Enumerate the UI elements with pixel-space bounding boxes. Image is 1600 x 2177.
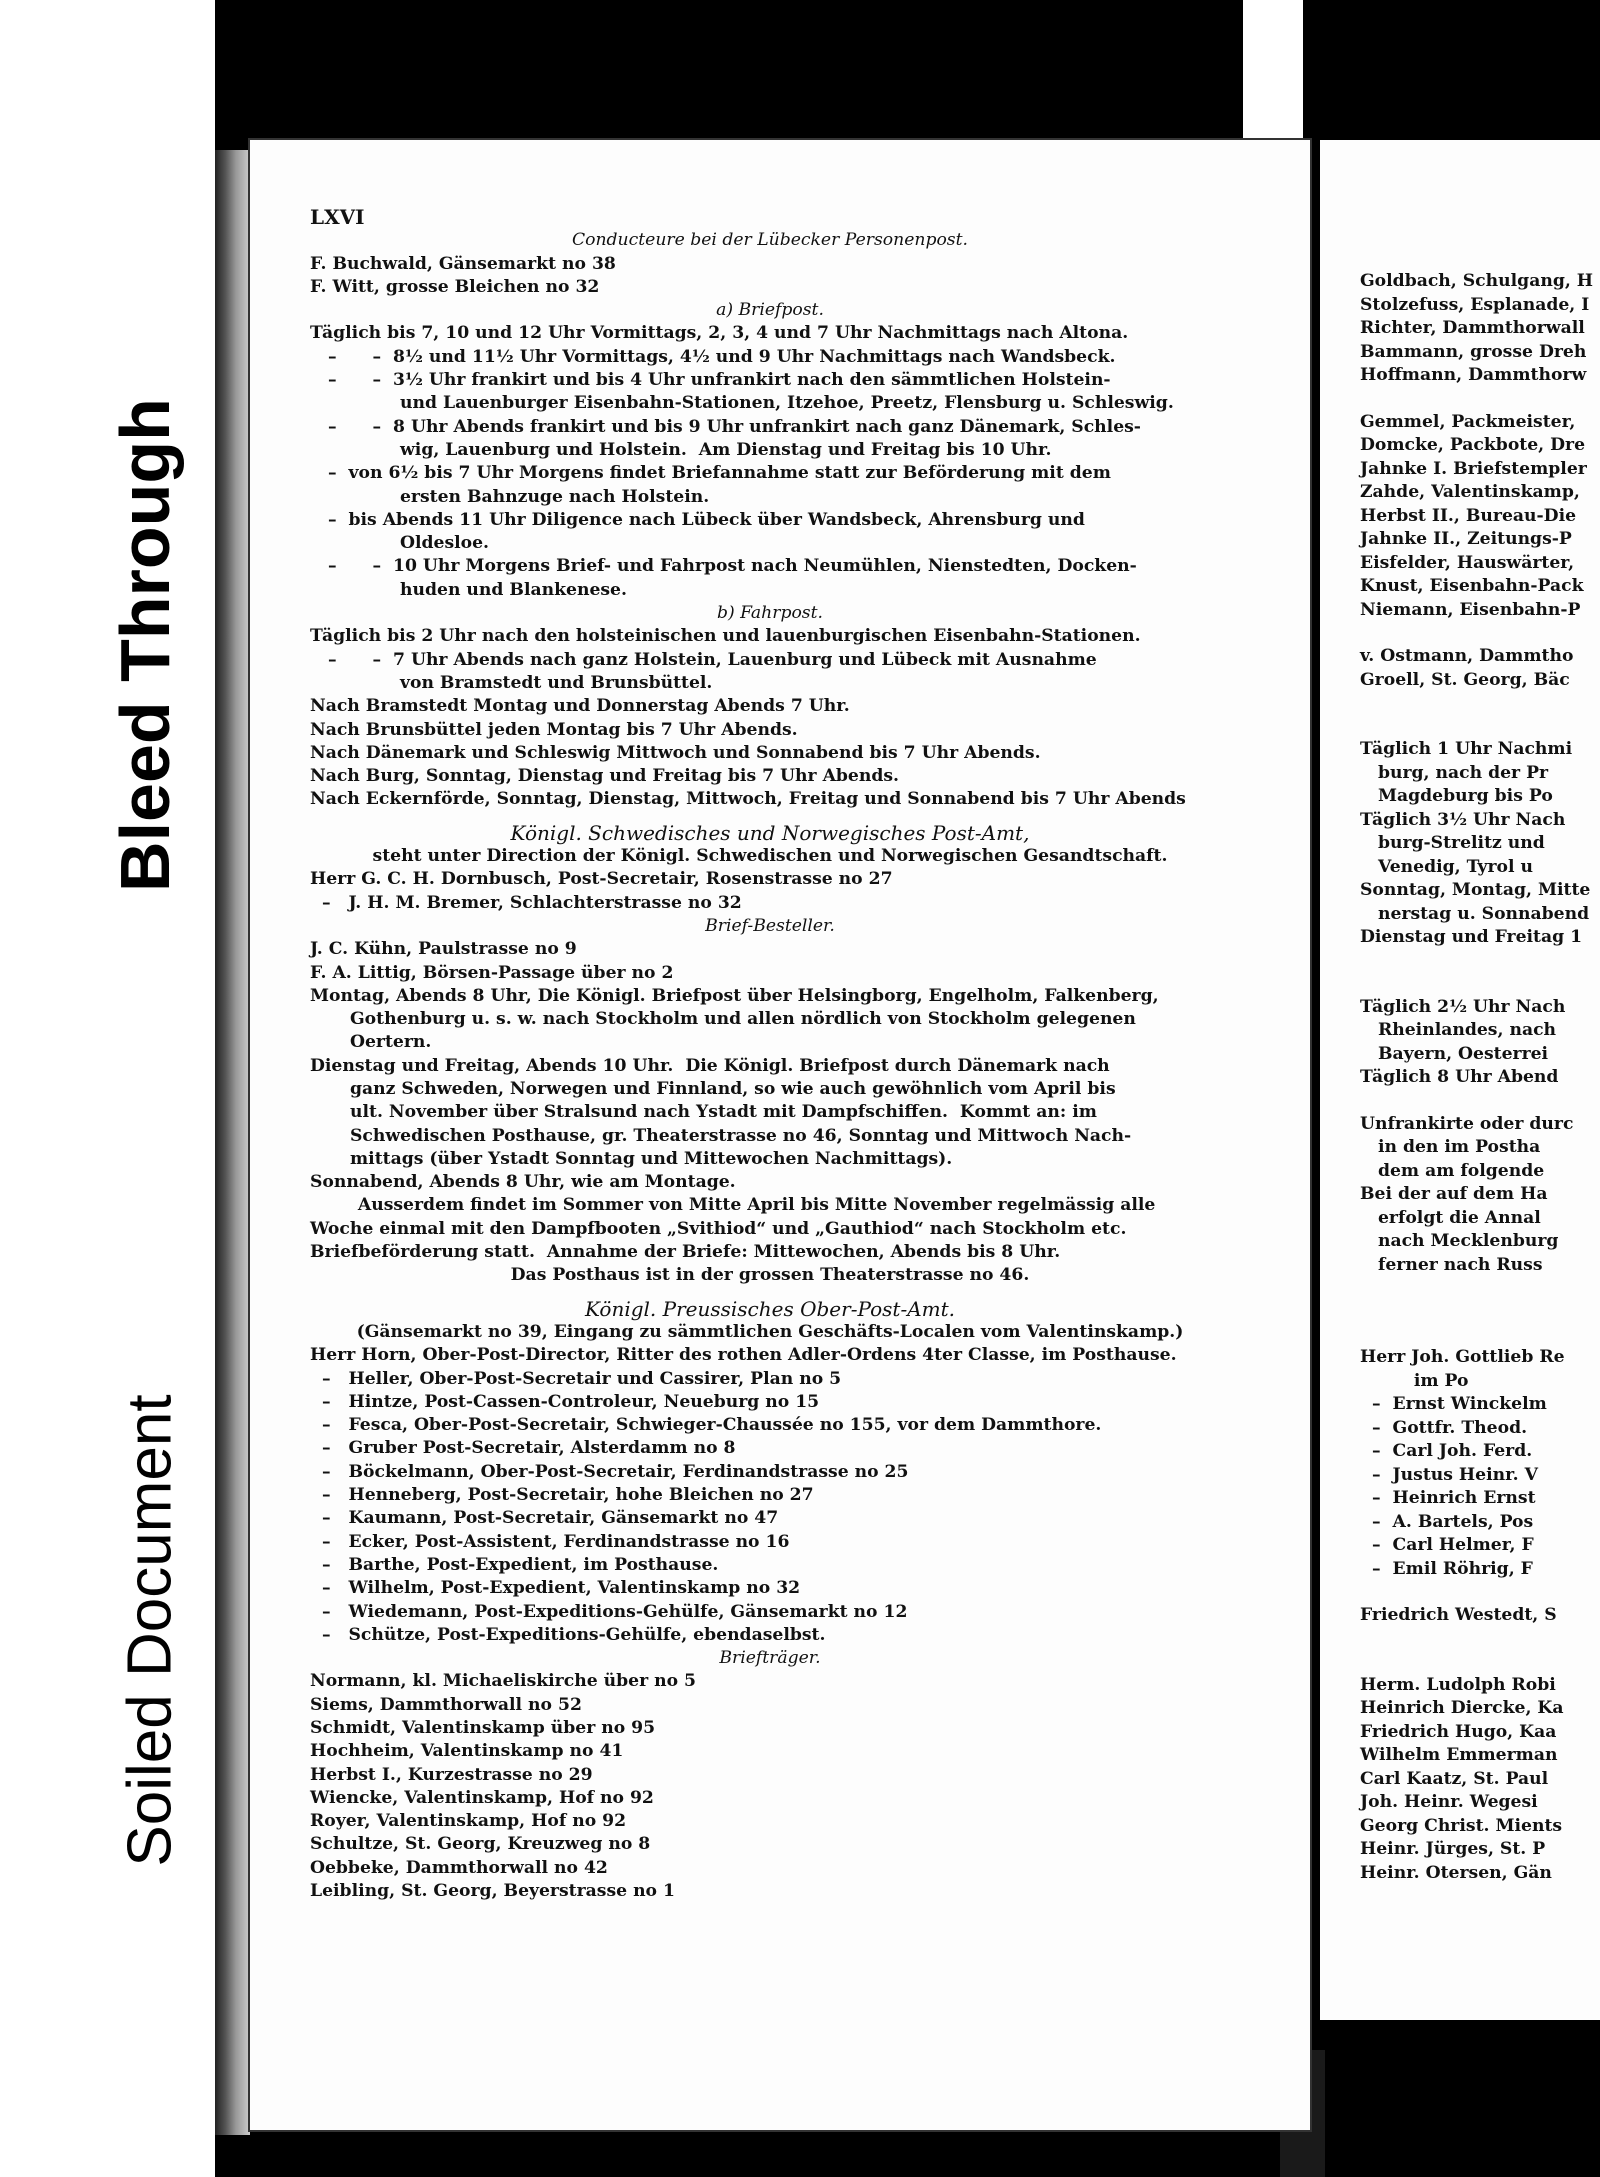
text-line: Hochheim, Valentinskamp no 41: [310, 1741, 624, 1762]
page-gap-top: [1243, 0, 1303, 150]
text-line: ferner nach Russ: [1360, 1254, 1543, 1275]
text-line: [1360, 692, 1600, 715]
text-line: [1360, 622, 1600, 645]
text-line: – Ernst Winckelm: [1360, 1394, 1547, 1414]
text-line: Gemmel, Packmeister,: [1360, 411, 1576, 432]
text-line: steht unter Direction der Königl. Schwedischen und Norwegischen Gesandtschaft.: [372, 846, 1168, 867]
text-line: Domcke, Packbote, Dre: [1360, 435, 1586, 455]
text-line: – Henneberg, Post-Secretair, hohe Bleichen no 27: [310, 1485, 814, 1506]
text-line: Eisfelder, Hauswärter,: [1360, 552, 1575, 573]
text-line: ersten Bahnzuge nach Holstein.: [400, 486, 710, 507]
text-line: Bammann, grosse Dreh: [1360, 341, 1587, 362]
text-line: Königl. Preussisches Ober-Post-Amt.: [585, 1296, 955, 1321]
text-line: Oertern.: [350, 1032, 432, 1053]
text-line: [1360, 388, 1600, 411]
text-line: Heinrich Diercke, Ka: [1360, 1698, 1564, 1718]
text-line: Groell, St. Georg, Bäc: [1360, 669, 1570, 690]
text-line: Sonnabend, Abends 8 Uhr, wie am Montage.: [310, 1172, 736, 1193]
text-line: Niemann, Eisenbahn-P: [1360, 599, 1581, 620]
text-line: Königl. Schwedisches und Norwegisches Post-Amt,: [510, 820, 1030, 845]
text-line: Täglich bis 2 Uhr nach den holsteinischen und lauenburgischen Eisenbahn-Stationen.: [310, 626, 1141, 647]
text-line: Nach Dänemark und Schleswig Mittwoch und Sonnabend bis 7 Uhr Abends.: [310, 742, 1041, 763]
text-line: – – 10 Uhr Morgens Brief- und Fahrpost nach Neumühlen, Nienstedten, Docken-: [310, 556, 1137, 577]
text-line: Oldesloe.: [400, 533, 490, 554]
text-line: Knust, Eisenbahn-Pack: [1360, 576, 1584, 596]
text-line: Normann, kl. Michaeliskirche über no 5: [310, 1671, 697, 1692]
text-line: im Po: [1360, 1370, 1469, 1391]
text-line: Herr Joh. Gottlieb Re: [1360, 1347, 1565, 1367]
text-line: Täglich 1 Uhr Nachmi: [1360, 739, 1573, 759]
text-line: Täglich 8 Uhr Abend: [1360, 1067, 1559, 1087]
text-line: Nach Burg, Sonntag, Dienstag und Freitag bis 7 Uhr Abends.: [310, 766, 900, 787]
text-line: erfolgt die Annal: [1360, 1207, 1541, 1228]
left-page: [250, 140, 1310, 2130]
text-line: – – 7 Uhr Abends nach ganz Holstein, Lauenburg und Lübeck mit Ausnahme: [310, 649, 1097, 670]
text-line: Jahnke II., Zeitungs-P: [1360, 529, 1572, 549]
text-line: Nach Brunsbüttel jeden Montag bis 7 Uhr Abends.: [310, 719, 798, 740]
text-line: – Fesca, Ober-Post-Secretair, Schwieger-Chaussée no 155, vor dem Dammthore.: [310, 1415, 1102, 1436]
text-line: F. Witt, grosse Bleichen no 32: [310, 276, 600, 297]
soiled-document-text: Soiled Document: [115, 1393, 185, 1867]
text-line: Brief-Besteller.: [705, 915, 835, 936]
text-line: Nach Eckernförde, Sonntag, Dienstag, Mittwoch, Freitag und Sonnabend bis 7 Uhr Abends: [310, 789, 1186, 810]
text-line: – Justus Heinr. V: [1360, 1464, 1538, 1485]
left-page-lines: [310, 229, 1230, 1903]
text-line: [1360, 1300, 1600, 1323]
text-line: in den im Postha: [1360, 1137, 1541, 1157]
text-line: b) Fahrpost.: [716, 603, 823, 624]
text-line: Täglich 2½ Uhr Nach: [1360, 996, 1566, 1017]
text-line: – Carl Joh. Ferd.: [1360, 1441, 1533, 1461]
text-line: J. C. Kühn, Paulstrasse no 9: [310, 939, 577, 960]
text-line: [1360, 1651, 1600, 1674]
text-line: Venedig, Tyrol u: [1360, 856, 1534, 877]
text-line: Rheinlandes, nach: [1360, 1020, 1557, 1040]
text-line: Leibling, St. Georg, Beyerstrasse no 1: [310, 1881, 675, 1902]
text-line: Heinr. Jürges, St. P: [1360, 1839, 1546, 1859]
bleed-through-label: [80, 345, 210, 945]
text-line: – Ecker, Post-Assistent, Ferdinandstrasse no 16: [310, 1531, 790, 1552]
text-line: – Kaumann, Post-Secretair, Gänsemarkt no 47: [310, 1508, 779, 1529]
text-line: – Hintze, Post-Cassen-Controleur, Neueburg no 15: [310, 1391, 820, 1412]
text-line: [1360, 950, 1600, 973]
text-line: – Gottfr. Theod.: [1360, 1417, 1528, 1438]
text-line: Conducteure bei der Lübecker Personenpost.: [571, 230, 968, 251]
text-line: – Wiedemann, Post-Expeditions-Gehülfe, Gänsemarkt no 12: [310, 1601, 908, 1622]
text-line: Briefträger.: [719, 1648, 821, 1669]
text-line: und Lauenburger Eisenbahn-Stationen, Itzehoe, Preetz, Flensburg u. Schleswig.: [400, 393, 1174, 414]
text-line: Dienstag und Freitag, Abends 10 Uhr. Die Königl. Briefpost durch Dänemark nach: [310, 1055, 1110, 1076]
text-line: – – 8½ und 11½ Uhr Vormittags, 4½ und 9 Uhr Nachmittags nach Wandsbeck.: [310, 346, 1116, 367]
text-line: ganz Schweden, Norwegen und Finnland, so wie auch gewöhnlich vom April bis: [350, 1078, 1116, 1099]
text-line: [1360, 1277, 1600, 1300]
book-spine: [215, 150, 250, 2135]
text-line: [1360, 1581, 1600, 1604]
text-line: Herr Horn, Ober-Post-Director, Ritter des rothen Adler-Ordens 4ter Classe, im Posthause.: [310, 1345, 1177, 1366]
text-line: Magdeburg bis Po: [1360, 786, 1553, 806]
right-page-lines: [1360, 270, 1600, 1885]
soiled-document-label: [100, 1325, 200, 1935]
text-line: – Heinrich Ernst: [1360, 1488, 1536, 1508]
text-line: – bis Abends 11 Uhr Diligence nach Lübeck über Wandsbeck, Ahrensburg und: [310, 509, 1085, 530]
text-line: – J. H. M. Bremer, Schlachterstrasse no 32: [310, 892, 742, 913]
binding-bar-top: [1205, 0, 1243, 150]
text-line: Herm. Ludolph Robi: [1360, 1674, 1556, 1695]
text-line: Dienstag und Freitag 1: [1360, 927, 1583, 947]
text-line: burg, nach der Pr: [1360, 762, 1549, 783]
text-line: burg-Strelitz und: [1360, 833, 1545, 853]
text-line: Carl Kaatz, St. Paul: [1360, 1768, 1549, 1789]
text-line: Herr G. C. H. Dornbusch, Post-Secretair, Rosenstrasse no 27: [310, 869, 893, 890]
text-line: wig, Lauenburg und Holstein. Am Dienstag und Freitag bis 10 Uhr.: [400, 439, 1052, 460]
text-line: Montag, Abends 8 Uhr, Die Königl. Briefpost über Helsingborg, Engelholm, Falkenberg,: [310, 985, 1159, 1006]
text-line: Siems, Dammthorwall no 52: [310, 1694, 582, 1715]
text-line: mittags (über Ystadt Sonntag und Mittewochen Nachmittags).: [350, 1148, 953, 1169]
text-line: Hoffmann, Dammthorw: [1360, 365, 1587, 385]
text-line: – Böckelmann, Ober-Post-Secretair, Ferdinandstrasse no 25: [310, 1461, 909, 1482]
text-line: Friedrich Hugo, Kaa: [1360, 1721, 1557, 1742]
text-line: [1360, 715, 1600, 738]
text-line: Nach Bramstedt Montag und Donnerstag Abends 7 Uhr.: [310, 696, 850, 717]
text-line: Jahnke I. Briefstempler: [1360, 458, 1587, 479]
text-line: F. A. Littig, Börsen-Passage über no 2: [310, 962, 674, 983]
text-line: – Schütze, Post-Expeditions-Gehülfe, ebendaselbst.: [310, 1624, 826, 1645]
text-line: – Wilhelm, Post-Expedient, Valentinskamp no 32: [310, 1578, 801, 1599]
text-line: dem am folgende: [1360, 1160, 1545, 1181]
text-line: – Barthe, Post-Expedient, im Posthause.: [310, 1554, 719, 1575]
text-line: Unfrankirte oder durc: [1360, 1113, 1574, 1134]
text-line: [1360, 1628, 1600, 1651]
text-line: Bei der auf dem Ha: [1360, 1184, 1548, 1204]
text-line: a) Briefpost.: [716, 300, 824, 321]
text-line: nach Mecklenburg: [1360, 1231, 1559, 1251]
text-line: Wiencke, Valentinskamp, Hof no 92: [310, 1787, 654, 1808]
text-line: F. Buchwald, Gänsemarkt no 38: [310, 253, 616, 274]
text-line: Stolzefuss, Esplanade, I: [1360, 294, 1590, 315]
bleed-through-text: Bleed Through: [106, 398, 184, 892]
text-line: – – 8 Uhr Abends frankirt und bis 9 Uhr unfrankirt nach ganz Dänemark, Schles-: [310, 416, 1141, 437]
text-line: Richter, Dammthorwall: [1360, 318, 1585, 338]
text-line: – Emil Röhrig, F: [1360, 1558, 1533, 1579]
text-line: Das Posthaus ist in der grossen Theaterstrasse no 46.: [510, 1265, 1030, 1286]
text-line: Royer, Valentinskamp, Hof no 92: [310, 1811, 627, 1832]
text-line: Bayern, Oesterrei: [1360, 1043, 1549, 1064]
text-line: – Heller, Ober-Post-Secretair und Cassirer, Plan no 5: [310, 1368, 842, 1389]
text-line: [1360, 1323, 1600, 1346]
text-line: (Gänsemarkt no 39, Eingang zu sämmtlichen Geschäfts-Localen vom Valentinskamp.): [356, 1321, 1184, 1342]
text-line: Wilhelm Emmerman: [1360, 1745, 1558, 1765]
text-line: Zahde, Valentinskamp,: [1360, 482, 1580, 502]
text-line: Joh. Heinr. Wegesi: [1360, 1792, 1538, 1812]
text-line: Schmidt, Valentinskamp über no 95: [310, 1718, 656, 1738]
text-line: Georg Christ. Mients: [1360, 1815, 1563, 1836]
text-line: – Carl Helmer, F: [1360, 1535, 1534, 1555]
text-line: Briefbeförderung statt. Annahme der Briefe: Mittewochen, Abends bis 8 Uhr.: [310, 1242, 1061, 1263]
text-line: Heinr. Otersen, Gän: [1360, 1862, 1552, 1883]
text-line: Friedrich Westedt, S: [1360, 1605, 1557, 1625]
text-line: Täglich bis 7, 10 und 12 Uhr Vormittags, 2, 3, 4 und 7 Uhr Nachmittags nach Altona.: [310, 323, 1129, 344]
text-line: Gothenburg u. s. w. nach Stockholm und allen nördlich von Stockholm gelegenen: [350, 1009, 1136, 1030]
text-line: – Gruber Post-Secretair, Alsterdamm no 8: [310, 1438, 736, 1459]
text-line: – – 3½ Uhr frankirt und bis 4 Uhr unfrankirt nach den sämmtlichen Holstein-: [310, 370, 1111, 391]
text-line: Oebbeke, Dammthorwall no 42: [310, 1857, 608, 1878]
right-page: [1320, 140, 1600, 2020]
text-line: Schwedischen Posthause, gr. Theaterstrasse no 46, Sonntag und Mittwoch Nach-: [350, 1125, 1132, 1146]
text-line: Herbst I., Kurzestrasse no 29: [310, 1764, 593, 1785]
text-line: [1360, 1090, 1600, 1113]
text-line: huden und Blankenese.: [400, 579, 627, 600]
text-line: Woche einmal mit den Dampfbooten „Svithiod“ und „Gauthiod“ nach Stockholm etc.: [310, 1218, 1127, 1239]
text-line: – A. Bartels, Pos: [1360, 1511, 1534, 1532]
left-page-content: [310, 206, 1230, 1903]
text-line: Herbst II., Bureau-Die: [1360, 505, 1577, 526]
text-line: nerstag u. Sonnabend: [1360, 903, 1590, 924]
text-line: Schultze, St. Georg, Kreuzweg no 8: [310, 1834, 651, 1855]
text-line: von Bramstedt und Brunsbüttel.: [400, 672, 713, 693]
text-line: Ausserdem findet im Sommer von Mitte April bis Mitte November regelmässig alle: [310, 1195, 1156, 1216]
text-line: ult. November über Stralsund nach Ystadt mit Dampfschiffen. Kommt an: im: [350, 1102, 1097, 1123]
text-line: v. Ostmann, Dammtho: [1360, 646, 1574, 666]
text-line: Täglich 3½ Uhr Nach: [1360, 809, 1566, 830]
text-line: [1360, 973, 1600, 996]
text-line: – von 6½ bis 7 Uhr Morgens findet Briefannahme statt zur Beförderung mit dem: [310, 463, 1111, 484]
text-line: Sonntag, Montag, Mitte: [1360, 880, 1591, 900]
page-number: LXVI: [310, 205, 365, 229]
text-line: Goldbach, Schulgang, H: [1360, 271, 1594, 291]
